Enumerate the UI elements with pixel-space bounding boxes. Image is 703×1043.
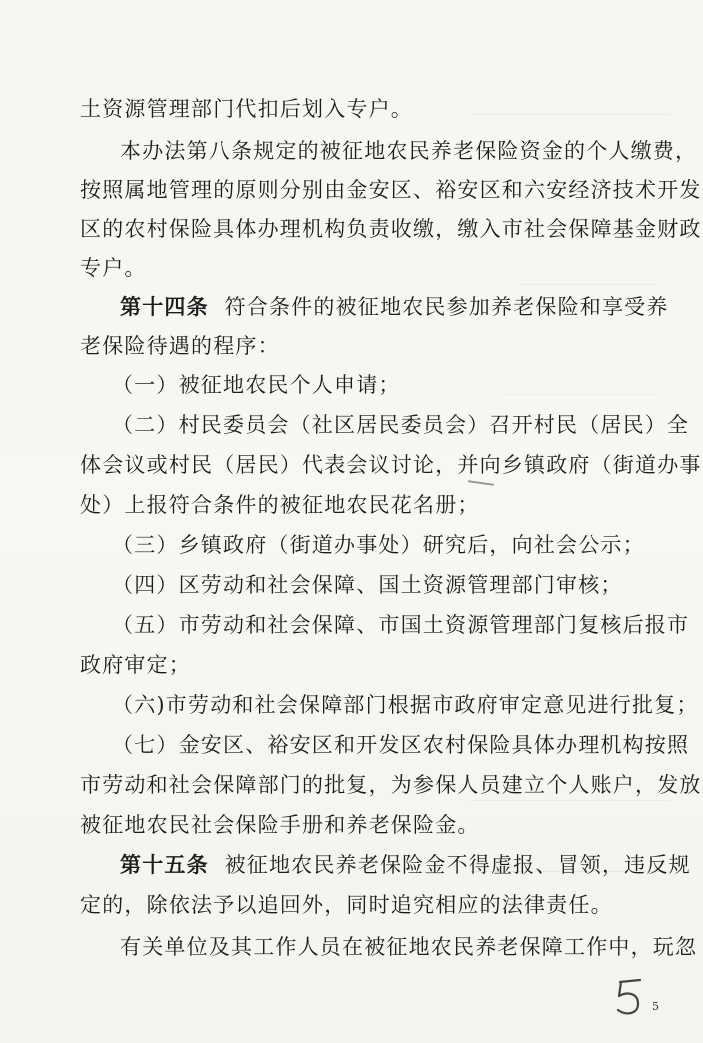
text-line: 本办法第八条规定的被征地农民养老保险资金的个人缴费，	[120, 139, 698, 163]
text-line: 处）上报符合条件的被征地农民花名册；	[80, 493, 480, 517]
text-line: 市劳动和社会保障部门的批复，为参保人员建立个人账户，发放	[80, 773, 702, 797]
article-text: 符合条件的被征地农民参加养老保险和享受养	[224, 295, 669, 319]
text-line: 按照属地管理的原则分别由金安区、裕安区和六安经济技术开发	[80, 178, 702, 202]
article-15-line	[120, 850, 691, 880]
scan-mark	[468, 480, 494, 486]
text-line: 老保险待遇的程序：	[80, 334, 280, 358]
printed-page-number: 5	[652, 1000, 659, 1013]
text-line: （六)市劳动和社会保障部门根据市政府审定意见进行批复；	[112, 693, 699, 717]
article-label: 第十五条	[120, 852, 209, 877]
reverse-side-bleed	[500, 370, 660, 395]
text-line: （二）村民委员会（社区居民委员会）召开村民（居民）全	[112, 413, 690, 437]
text-line: 被征地农民社会保险手册和养老保险金。	[80, 813, 480, 837]
text-line: 专户。	[80, 256, 147, 280]
text-line: （一）被征地农民个人申请；	[112, 373, 401, 397]
reverse-side-bleed	[470, 90, 670, 115]
handwritten-page-number	[612, 972, 648, 1020]
text-line: （五）市劳动和社会保障、市国土资源管理部门复核后报市	[112, 613, 690, 637]
text-line: 有关单位及其工作人员在被征地农民养老保障工作中，玩忽	[120, 935, 698, 959]
text-line: （七）金安区、裕安区和开发区农村保险具体办理机构按照	[112, 733, 690, 757]
text-line: 体会议或村民（居民）代表会议讨论，并向乡镇政府（街道办事	[80, 453, 702, 477]
text-line: 土资源管理部门代扣后划入专户。	[80, 97, 413, 121]
text-line: 定的，除依法予以追回外，同时追究相应的法律责任。	[80, 893, 613, 917]
text-line: 区的农村保险具体办理机构负责收缴，缴入市社会保障基金财政	[80, 217, 702, 241]
article-14-line	[120, 292, 669, 322]
text-line: （三）乡镇政府（街道办事处）研究后，向社会公示；	[112, 533, 645, 557]
article-label: 第十四条	[120, 294, 209, 319]
text-line: 政府审定；	[80, 653, 191, 677]
article-text: 被征地农民养老保险金不得虚报、冒领，违反规	[224, 853, 691, 877]
reverse-side-bleed	[520, 260, 660, 285]
text-line: （四）区劳动和社会保障、国土资源管理部门审核；	[112, 573, 623, 597]
